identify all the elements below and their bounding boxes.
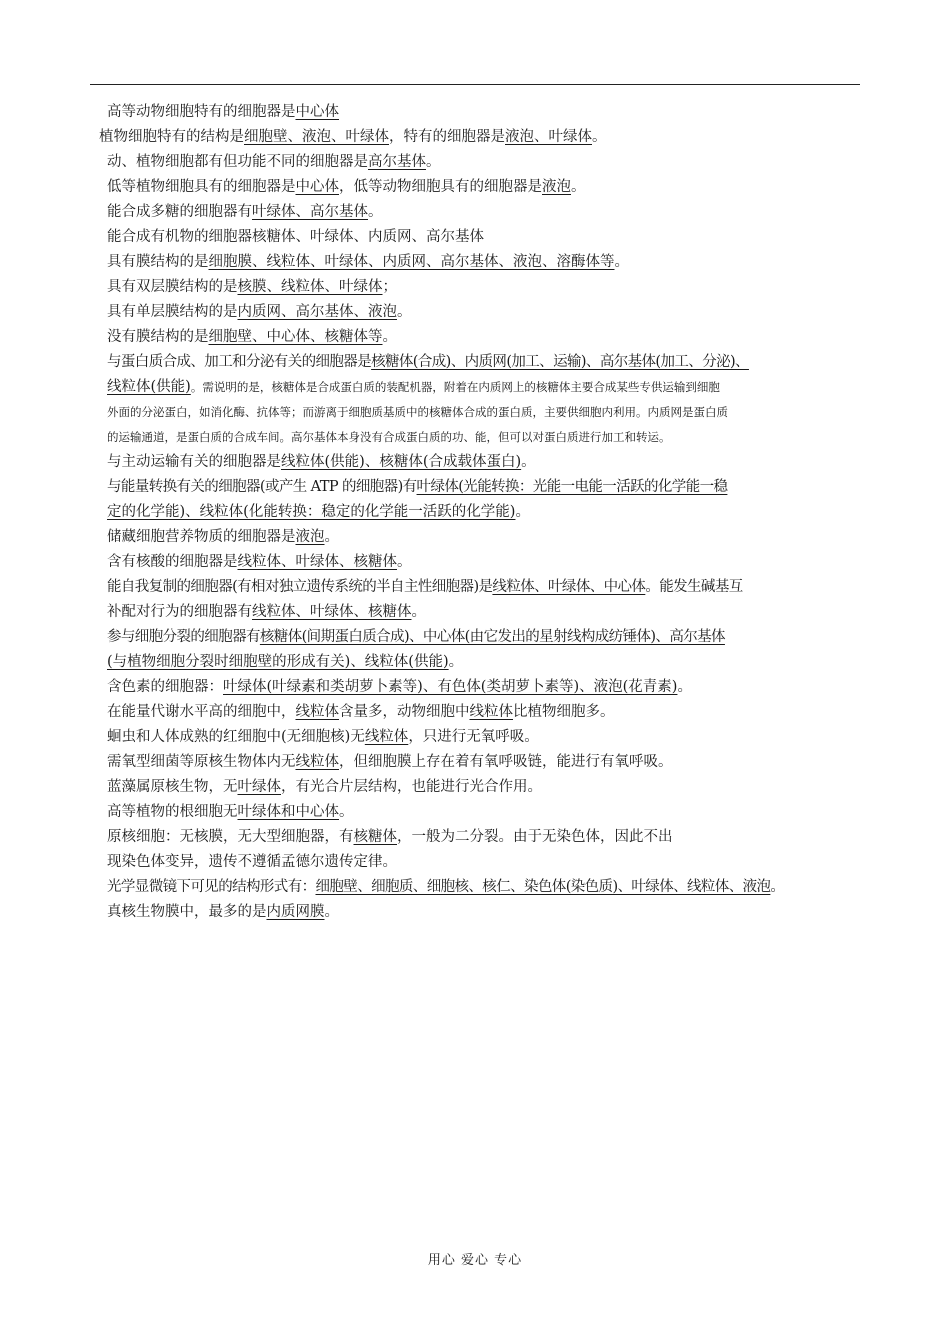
text-line: 能合成有机物的细胞器核糖体、叶绿体、内质网、高尔基体 [107,229,484,245]
text-line: 蛔虫和人体成熟的红细胞中(无细胞核)无线粒体，只进行无氧呼吸。 [107,729,539,745]
text-line: 需氧型细菌等原核生物体内无线粒体，但细胞膜上存在着有氧呼吸链，能进行有氧呼吸。 [107,754,673,770]
text-line: (与植物细胞分裂时细胞壁的形成有关)、线粒体(供能)。 [107,654,464,670]
text-line: 储藏细胞营养物质的细胞器是液泡。 [107,529,339,545]
text-line: 与主动运输有关的细胞器是线粒体(供能)、核糖体(合成载体蛋白)。 [107,454,536,470]
text-line: 蓝藻属原核生物，无叶绿体，有光合片层结构，也能进行光合作用。 [107,779,542,795]
text-line: 动、植物细胞都有但功能不同的细胞器是高尔基体。 [107,154,441,170]
text-line: 与蛋白质合成、加工和分泌有关的细胞器是核糖体(合成)、内质网(加工、运输)、高尔基体(加工、分泌)、 [107,354,749,370]
text-line: 的运输通道，是蛋白质的合成车间。高尔基体本身没有合成蛋白质的功、能，但可以对蛋白质进行加工和转运。 [107,430,671,444]
text-line: 没有膜结构的是细胞壁、中心体、核糖体等。 [107,329,397,345]
text-line: 植物细胞特有的结构是细胞壁、液泡、叶绿体，特有的细胞器是液泡、叶绿体。 [99,129,607,145]
text-line: 真核生物膜中，最多的是内质网膜。 [107,904,339,920]
text-line: 能自我复制的细胞器(有相对独立遗传系统的半自主性细胞器)是线粒体、叶绿体、中心体。能发生碱基互 [107,579,743,595]
text-line: 外面的分泌蛋白，如消化酶、抗体等；而游离于细胞质基质中的核糖体合成的蛋白质，主要供细胞内利用。内质网是蛋白质 [107,405,728,419]
text-line: 能合成多糖的细胞器有叶绿体、高尔基体。 [107,204,383,220]
text-line: 具有双层膜结构的是核膜、线粒体、叶绿体； [107,279,397,295]
page-footer: 用心 爱心 专心 [427,1253,523,1268]
text-line: 高等植物的根细胞无叶绿体和中心体。 [107,804,354,820]
text-line: 含有核酸的细胞器是线粒体、叶绿体、核糖体。 [107,554,412,570]
text-line: 现染色体变异，遗传不遵循孟德尔遗传定律。 [107,854,397,870]
text-line: 补配对行为的细胞器有线粒体、叶绿体、核糖体。 [107,604,426,620]
text-line: 高等动物细胞特有的细胞器是中心体 [107,104,339,120]
text-line: 具有膜结构的是细胞膜、线粒体、叶绿体、内质网、高尔基体、液泡、溶酶体等。 [107,254,629,270]
text-line: 线粒体(供能)。需说明的是，核糖体是合成蛋白质的装配机器，附着在内质网上的核糖体主要合成某些专供运输到细胞 [107,379,720,395]
document-body [99,100,867,925]
header-rule [90,84,860,85]
text-line: 定的化学能)、线粒体(化能转换：稳定的化学能一活跃的化学能)。 [107,504,530,520]
text-line: 具有单层膜结构的是内质网、高尔基体、液泡。 [107,304,412,320]
text-line: 与能量转换有关的细胞器(或产生 ATP 的细胞器)有叶绿体(光能转换：光能一电能一活跃的化学能一稳 [107,479,728,495]
text-line: 含色素的细胞器：叶绿体(叶绿素和类胡萝卜素等)、有色体(类胡萝卜素等)、液泡(花青素)。 [107,679,692,695]
text-line: 低等植物细胞具有的细胞器是中心体，低等动物细胞具有的细胞器是液泡。 [107,179,586,195]
text-line: 原核细胞：无核膜，无大型细胞器，有核糖体，一般为二分裂。由于无染色体，因此不出 [107,829,673,845]
text-line: 在能量代谢水平高的细胞中，线粒体含量多，动物细胞中线粒体比植物细胞多。 [107,704,615,720]
text-line: 光学显微镜下可见的结构形式有：细胞壁、细胞质、细胞核、核仁、染色体(染色质)、叶绿体、线粒体、液泡。 [107,879,785,895]
text-line: 参与细胞分裂的细胞器有核糖体(间期蛋白质合成)、中心体(由它发出的星射线构成纺锤体)、高尔基体 [107,629,725,645]
